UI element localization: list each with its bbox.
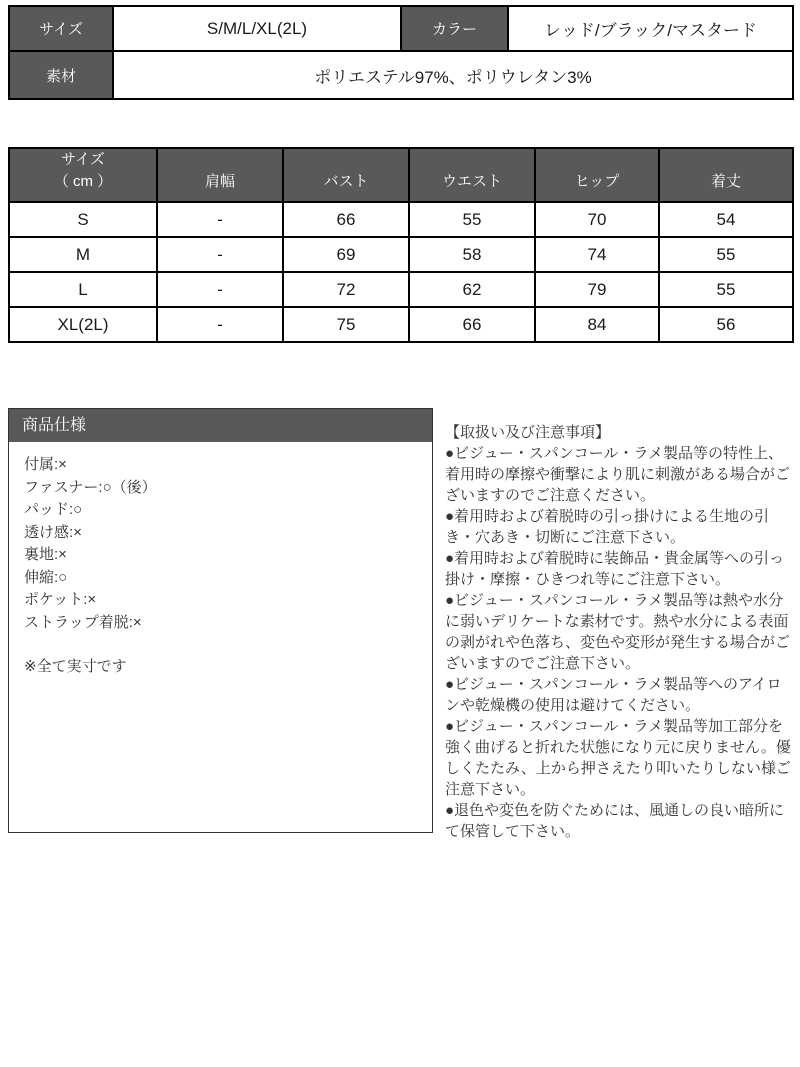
bust-cell: 72 (283, 272, 409, 307)
product-summary-table (8, 5, 794, 100)
color-label-cell: カラー (401, 6, 508, 51)
precaution-item: ●ビジュー・スパンコール・ラメ製品等は熱や水分に弱いデリケートな素材です。熱や水分による表面の剥がれや色落ち、変色や変形が発生する場合がございますのでご注意下さい。 (445, 592, 791, 672)
header-waist-cell: ウエスト (409, 148, 535, 202)
size-name-cell: XL(2L) (9, 307, 157, 342)
summary-row-size-color (9, 6, 793, 51)
size-chart-row-l (9, 272, 793, 307)
precautions-section (445, 422, 792, 842)
header-size-line1: サイズ (61, 151, 105, 168)
header-size-line2: （ cm ） (53, 173, 113, 190)
spec-item-fuzoku: 付属:× (24, 456, 67, 473)
hip-cell: 70 (535, 202, 659, 237)
size-name-cell: L (9, 272, 157, 307)
length-cell: 56 (659, 307, 793, 342)
size-chart-header-row (9, 148, 793, 202)
header-length-cell: 着丈 (659, 148, 793, 202)
product-spec-panel (8, 408, 433, 833)
precaution-item: ●着用時および着脱時の引っ掛けによる生地の引き・穴あき・切断にご注意下さい。 (445, 508, 770, 546)
size-chart-row-m (9, 237, 793, 272)
size-chart-table (8, 147, 794, 343)
spec-item-fastener: ファスナー:○（後） (24, 478, 157, 496)
summary-row-material (9, 51, 793, 99)
waist-cell: 66 (409, 307, 535, 342)
hip-cell: 74 (535, 237, 659, 272)
shoulder-cell: - (157, 202, 283, 237)
spec-item-pad: パッド:○ (24, 501, 83, 518)
hip-cell: 84 (535, 307, 659, 342)
size-value-cell: S/M/L/XL(2L) (113, 6, 401, 51)
material-value-cell: ポリエステル97%、ポリウレタン3% (113, 51, 793, 99)
shoulder-cell: - (157, 237, 283, 272)
color-value-cell: レッド/ブラック/マスタード (508, 6, 793, 51)
details-section (8, 408, 792, 842)
header-bust-cell: バスト (283, 148, 409, 202)
spec-item-sukekan: 透け感:× (24, 523, 82, 541)
waist-cell: 62 (409, 272, 535, 307)
spec-note: ※全て実寸です (24, 658, 127, 675)
length-cell: 54 (659, 202, 793, 237)
size-label-cell: サイズ (9, 6, 113, 51)
length-cell: 55 (659, 237, 793, 272)
precaution-item: ●ビジュー・スパンコール・ラメ製品等へのアイロンや乾燥機の使用は避けてください。 (445, 676, 782, 714)
size-chart-row-xl2l (9, 307, 793, 342)
spec-item-uraji: 裏地:× (24, 546, 67, 563)
spec-item-shinshuku: 伸縮:○ (24, 568, 68, 586)
size-chart-row-s (9, 202, 793, 237)
shoulder-cell: - (157, 272, 283, 307)
shoulder-cell: - (157, 307, 283, 342)
bust-cell: 75 (283, 307, 409, 342)
bust-cell: 69 (283, 237, 409, 272)
size-name-cell: S (9, 202, 157, 237)
size-name-cell: M (9, 237, 157, 272)
spec-item-pocket: ポケット:× (24, 591, 97, 608)
precaution-item: ●ビジュー・スパンコール・ラメ製品等の特性上、着用時の摩擦や衝撃により肌に刺激がある場合がございますのでご注意ください。 (445, 445, 791, 504)
header-hip-cell: ヒップ (535, 148, 659, 202)
product-spec-body (9, 442, 432, 691)
material-label-cell: 素材 (9, 51, 113, 99)
header-shoulder-cell: 肩幅 (157, 148, 283, 202)
precaution-item: ●着用時および着脱時に装飾品・貴金属等への引っ掛け・摩擦・ひきつれ等にご注意下さい。 (445, 550, 785, 588)
length-cell: 55 (659, 272, 793, 307)
hip-cell: 79 (535, 272, 659, 307)
precaution-item: ●ビジュー・スパンコール・ラメ製品等加工部分を強く曲げると折れた状態になり元に戻りません。優しくたたみ、上から押さえたり叩いたりしない様ご注意下さい。 (445, 718, 791, 798)
header-size-cm-cell (9, 148, 157, 202)
waist-cell: 58 (409, 237, 535, 272)
precautions-title: 【取扱い及び注意事項】 (445, 424, 611, 441)
bust-cell: 66 (283, 202, 409, 237)
precaution-item: ●退色や変色を防ぐためには、風通しの良い暗所にて保管して下さい。 (445, 802, 785, 840)
spec-item-strap: ストラップ着脱:× (24, 613, 142, 631)
waist-cell: 55 (409, 202, 535, 237)
product-spec-title-bar: 商品仕様 (9, 409, 432, 442)
